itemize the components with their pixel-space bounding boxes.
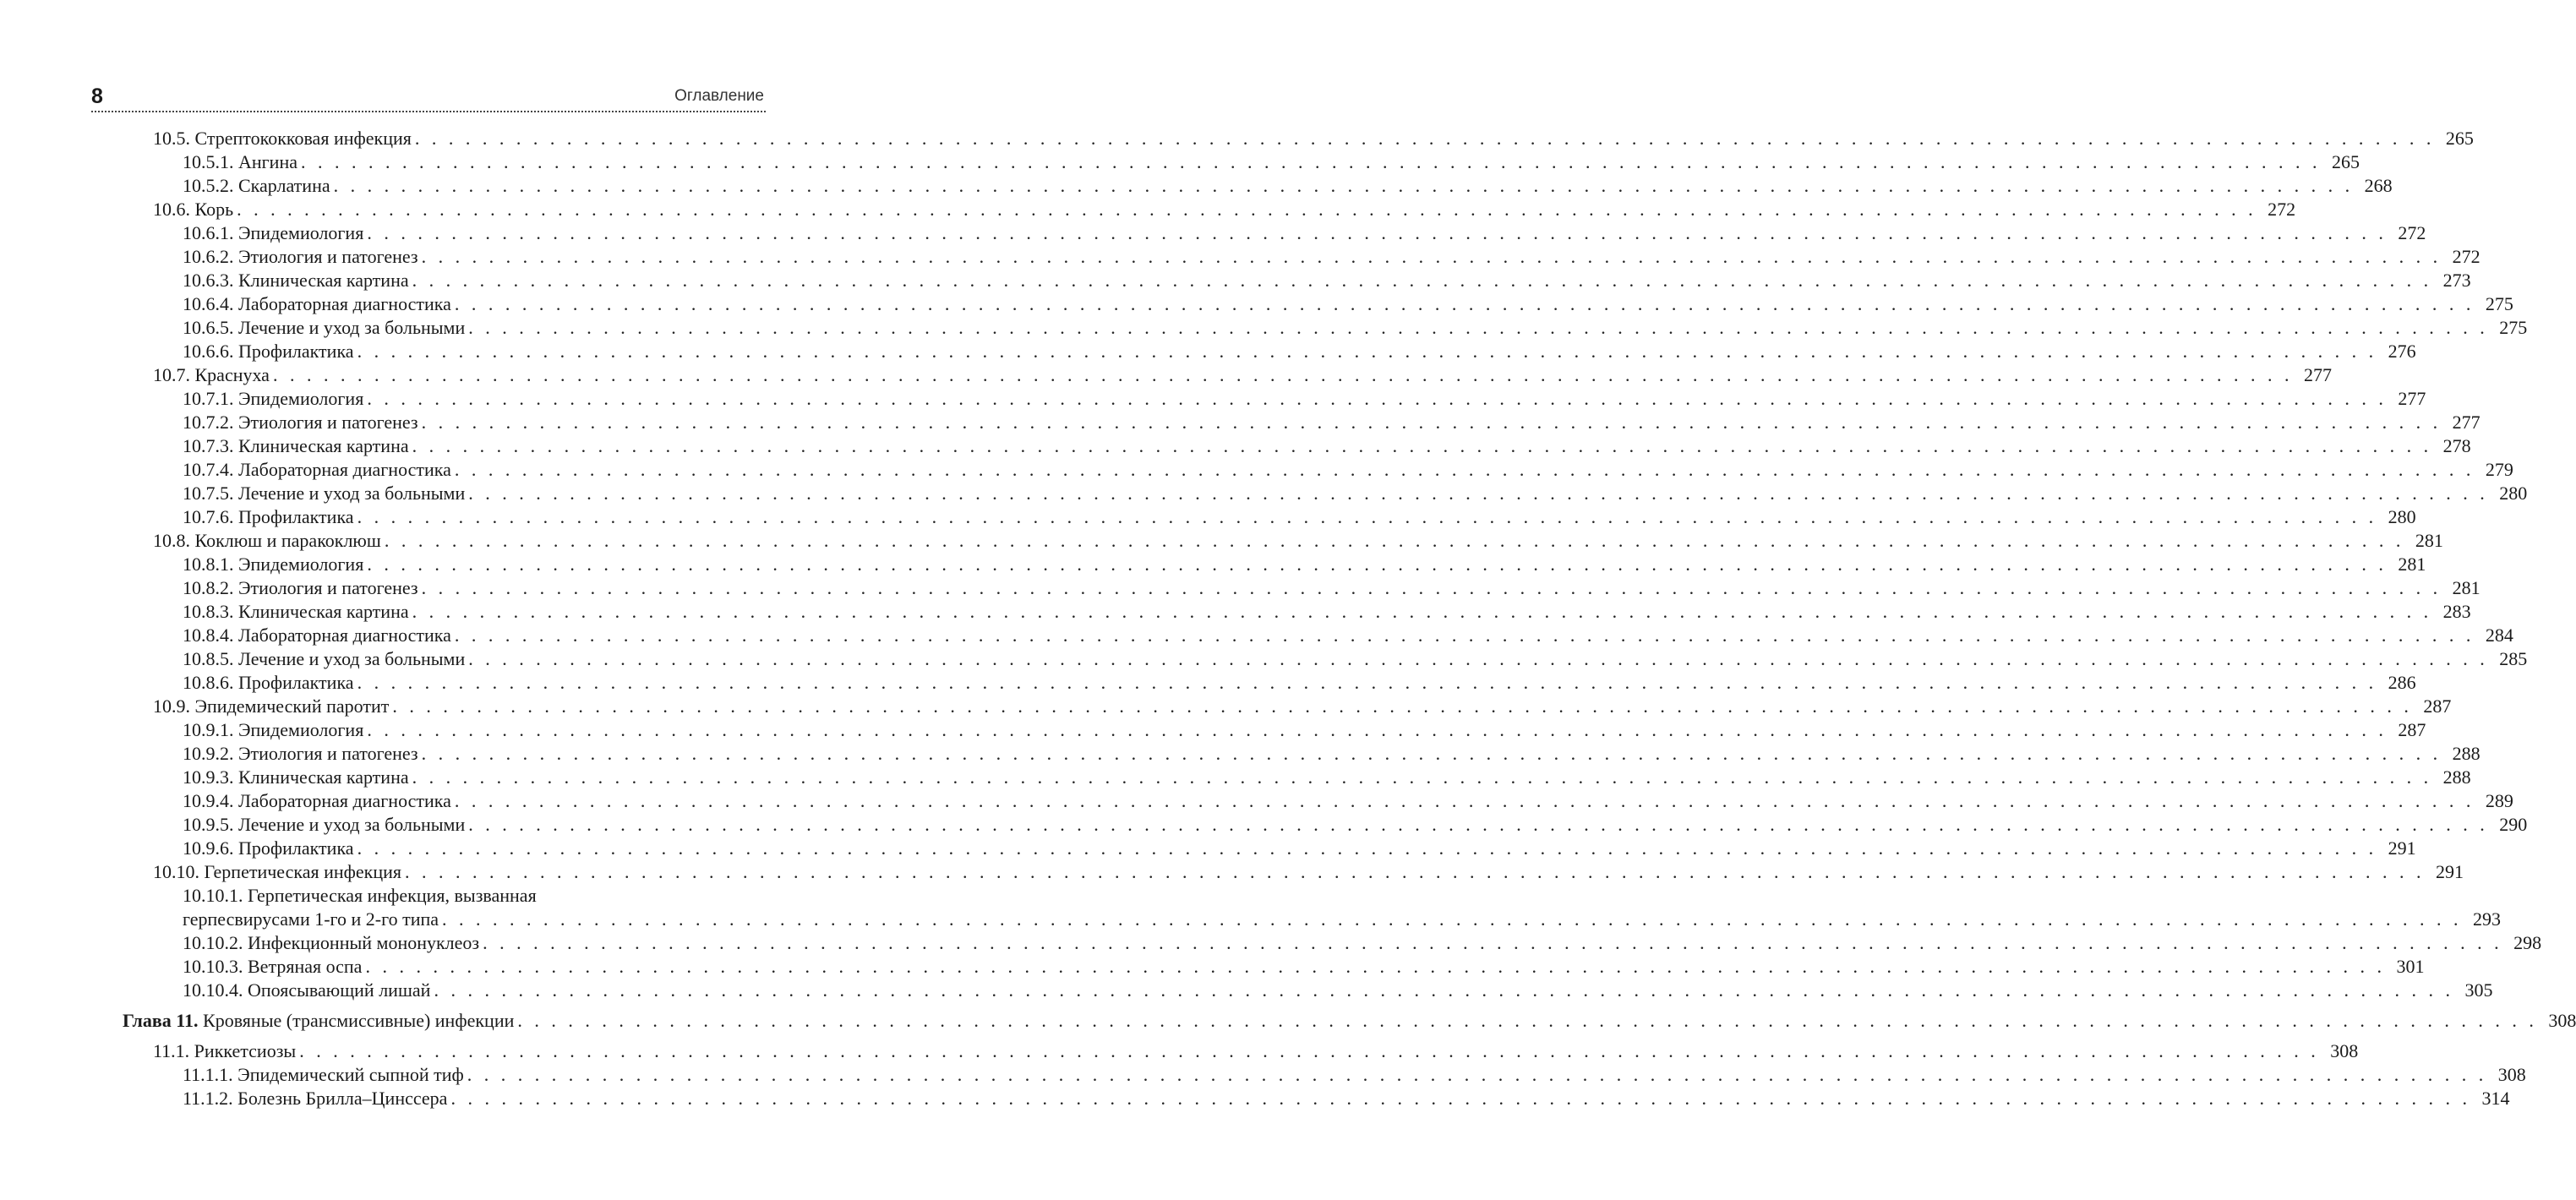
toc-entry: [183, 1087, 2510, 1110]
toc-entry-title: 10.9.1. Эпидемиология: [183, 719, 364, 740]
toc-entry: [153, 1039, 2359, 1063]
toc-entry: [183, 316, 2528, 340]
dot-leader: . . . . . . . . . . . . . . . . . . . . . . . . . . . . . . . . . . . . . . . . . . . . . . . . . . . . . . . . . . . . . . . . . . . . . . . . . . . . . . . . . . . . . . . . . . . . . . . . . . . . . . . . . . . . . . . . . . . . . . . .: [237, 199, 2257, 220]
toc-entry: [183, 813, 2528, 837]
toc-chapter-row[interactable]: [0, 1009, 2576, 1033]
dot-leader: . . . . . . . . . . . . . . . . . . . . . . . . . . . . . . . . . . . . . . . . . . . . . . . . . . . . . . . . . . . . . . . . . . . . . . . . . . . . . . . . . . . . . . . . . . . . . . . . . . . . . . . . . . . . . . . . . . . . . . . .: [412, 601, 2432, 622]
toc-entry-title: 10.7.2. Этиология и патогенез: [183, 412, 418, 433]
toc-entry: [183, 979, 2493, 1002]
toc-page-number: 281: [2415, 530, 2443, 551]
page-number: 8: [91, 85, 103, 108]
toc-entry-title: 10.6.3. Клиническая картина: [183, 270, 409, 291]
dot-leader: . . . . . . . . . . . . . . . . . . . . . . . . . . . . . . . . . . . . . . . . . . . . . . . . . . . . . . . . . . . . . . . . . . . . . . . . . . . . . . . . . . . . . . . . . . . . . . . . . . . . . . . . . . . . . . . . . . . . . . . .: [414, 128, 2435, 149]
toc-entry-title: 10.9. Эпидемический паротит: [153, 695, 390, 717]
toc-entry-title: 10.5.2. Скарлатина: [183, 175, 330, 196]
toc-entry-title: 10.8.6. Профилактика: [183, 672, 354, 693]
toc-page-number: 286: [2388, 672, 2416, 693]
toc-row[interactable]: [0, 860, 2464, 884]
toc-page-number: 265: [2332, 151, 2360, 172]
dot-leader: . . . . . . . . . . . . . . . . . . . . . . . . . . . . . . . . . . . . . . . . . . . . . . . . . . . . . . . . . . . . . . . . . . . . . . . . . . . . . . . . . . . . . . . . . . . . . . . . . . . . . . . . . . . . . . . . . . . . . . . .: [467, 1064, 2487, 1085]
toc-entry-title: 11.1. Риккетсиозы: [153, 1040, 297, 1061]
toc-page-number: 298: [2513, 932, 2542, 953]
dot-leader: . . . . . . . . . . . . . . . . . . . . . . . . . . . . . . . . . . . . . . . . . . . . . . . . . . . . . . . . . . . . . . . . . . . . . . . . . . . . . . . . . . . . . . . . . . . . . . . . . . . . . . . . . . . . . . . . . . . . . . . .: [454, 293, 2475, 314]
dot-leader: . . . . . . . . . . . . . . . . . . . . . . . . . . . . . . . . . . . . . . . . . . . . . . . . . . . . . . . . . . . . . . . . . . . . . . . . . . . . . . . . . . . . . . . . . . . . . . . . . . . . . . . . . . . . . . . . . . . . . . . .: [367, 554, 2388, 575]
toc-row[interactable]: [0, 529, 2443, 553]
dot-leader: . . . . . . . . . . . . . . . . . . . . . . . . . . . . . . . . . . . . . . . . . . . . . . . . . . . . . . . . . . . . . . . . . . . . . . . . . . . . . . . . . . . . . . . . . . . . . . . . . . . . . . . . . . . . . . . . . . . . . . . .: [483, 932, 2503, 953]
table-of-contents: [0, 127, 2576, 1110]
dot-leader: . . . . . . . . . . . . . . . . . . . . . . . . . . . . . . . . . . . . . . . . . . . . . . . . . . . . . . . . . . . . . . . . . . . . . . . . . . . . . . . . . . . . . . . . . . . . . . . . . . . . . . . . . . . . . . . . . . . . . . . .: [468, 648, 2489, 669]
toc-row[interactable]: [0, 174, 2393, 198]
toc-row[interactable]: [0, 647, 2528, 671]
toc-entry-title: 10.10.4. Опоясывающий лишай: [183, 979, 431, 1001]
toc-page-number: 280: [2499, 483, 2528, 504]
dot-leader: . . . . . . . . . . . . . . . . . . . . . . . . . . . . . . . . . . . . . . . . . . . . . . . . . . . . . . . . . . . . . . . . . . . . . . . . . . . . . . . . . . . . . . . . . . . . . . . . . . . . . . . . . . . . . . . . . . . . . . . .: [468, 483, 2489, 504]
toc-entry: [183, 600, 2471, 624]
toc-row[interactable]: [0, 1087, 2510, 1110]
toc-entry: [183, 647, 2528, 671]
toc-entry-title: [123, 1009, 514, 1033]
toc-entry-title: 10.6.1. Эпидемиология: [183, 222, 364, 243]
dot-leader: . . . . . . . . . . . . . . . . . . . . . . . . . . . . . . . . . . . . . . . . . . . . . . . . . . . . . . . . . . . . . . . . . . . . . . . . . . . . . . . . . . . . . . . . . . . . . . . . . . . . . . . . . . . . . . . . . . . . . . . .: [365, 956, 2386, 977]
toc-entry: [183, 387, 2426, 411]
toc-entry-title: 10.10.2. Инфекционный мононуклеоз: [183, 932, 480, 953]
toc-page-number: 277: [2398, 388, 2426, 409]
toc-row[interactable]: [0, 742, 2480, 766]
toc-entry-title: 10.6. Корь: [153, 199, 234, 220]
toc-entry-title: 10.6.5. Лечение и уход за больными: [183, 317, 466, 338]
toc-entry: [123, 1009, 2576, 1033]
toc-entry: [153, 363, 2332, 387]
toc-row[interactable]: [0, 837, 2416, 860]
toc-page-number: 288: [2442, 766, 2471, 788]
dot-leader: . . . . . . . . . . . . . . . . . . . . . . . . . . . . . . . . . . . . . . . . . . . . . . . . . . . . . . . . . . . . . . . . . . . . . . . . . . . . . . . . . . . . . . . . . . . . . . . . . . . . . . . . . . . . . . . . . . . . . . . .: [454, 790, 2475, 811]
toc-entry: [183, 931, 2542, 955]
toc-entry-title: 10.10. Герпетическая инфекция: [153, 861, 402, 882]
toc-page-number: 308: [2548, 1010, 2576, 1031]
toc-row[interactable]: [0, 434, 2471, 458]
toc-row[interactable]: [0, 221, 2426, 245]
toc-entry: [183, 150, 2360, 174]
dot-leader: . . . . . . . . . . . . . . . . . . . . . . . . . . . . . . . . . . . . . . . . . . . . . . . . . . . . . . . . . . . . . . . . . . . . . . . . . . . . . . . . . . . . . . . . . . . . . . . . . . . . . . . . . . . . . . . . . . . . . . . .: [357, 341, 2377, 362]
toc-entry: [183, 245, 2480, 269]
toc-entry-title: 10.6.4. Лабораторная диагностика: [183, 293, 451, 314]
toc-entry: [183, 340, 2416, 363]
dot-leader: . . . . . . . . . . . . . . . . . . . . . . . . . . . . . . . . . . . . . . . . . . . . . . . . . . . . . . . . . . . . . . . . . . . . . . . . . . . . . . . . . . . . . . . . . . . . . . . . . . . . . . . . . . . . . . . . . . . . . . . .: [421, 743, 2442, 764]
toc-entry: [183, 837, 2416, 860]
toc-page-number: 278: [2442, 435, 2471, 456]
toc-page-number: 281: [2398, 554, 2426, 575]
dot-leader: . . . . . . . . . . . . . . . . . . . . . . . . . . . . . . . . . . . . . . . . . . . . . . . . . . . . . . . . . . . . . . . . . . . . . . . . . . . . . . . . . . . . . . . . . . . . . . . . . . . . . . . . . . . . . . . . . . . . . . . .: [454, 459, 2475, 480]
toc-entry-title: 10.7.1. Эпидемиология: [183, 388, 364, 409]
toc-entry-title: 10.9.4. Лабораторная диагностика: [183, 790, 451, 811]
toc-row[interactable]: [0, 505, 2416, 529]
toc-entry: [153, 695, 2452, 718]
toc-row[interactable]: [0, 955, 2425, 979]
toc-entry: [183, 505, 2416, 529]
dot-leader: . . . . . . . . . . . . . . . . . . . . . . . . . . . . . . . . . . . . . . . . . . . . . . . . . . . . . . . . . . . . . . . . . . . . . . . . . . . . . . . . . . . . . . . . . . . . . . . . . . . . . . . . . . . . . . . . . . . . . . . .: [412, 766, 2432, 788]
toc-row[interactable]: [0, 576, 2480, 600]
dot-leader: . . . . . . . . . . . . . . . . . . . . . . . . . . . . . . . . . . . . . . . . . . . . . . . . . . . . . . . . . . . . . . . . . . . . . . . . . . . . . . . . . . . . . . . . . . . . . . . . . . . . . . . . . . . . . . . . . . . . . . . .: [421, 246, 2442, 267]
toc-page-number: 285: [2499, 648, 2528, 669]
dot-leader: . . . . . . . . . . . . . . . . . . . . . . . . . . . . . . . . . . . . . . . . . . . . . . . . . . . . . . . . . . . . . . . . . . . . . . . . . . . . . . . . . . . . . . . . . . . . . . . . . . . . . . . . . . . . . . . . . . . . . . . .: [468, 814, 2489, 835]
toc-entry-title: герпесвирусами 1-го и 2-го типа: [183, 908, 439, 930]
running-title: Оглавление: [674, 87, 764, 105]
toc-entry-title: 10.7.6. Профилактика: [183, 506, 354, 527]
toc-row[interactable]: [0, 198, 2296, 221]
toc-entry-title: 10.6.6. Профилактика: [183, 341, 354, 362]
toc-entry-title: 10.10.3. Ветряная оспа: [183, 956, 363, 977]
toc-page-number: 283: [2442, 601, 2471, 622]
toc-entry: [183, 576, 2480, 600]
toc-row[interactable]: [0, 553, 2426, 576]
dot-leader: . . . . . . . . . . . . . . . . . . . . . . . . . . . . . . . . . . . . . . . . . . . . . . . . . . . . . . . . . . . . . . . . . . . . . . . . . . . . . . . . . . . . . . . . . . . . . . . . . . . . . . . . . . . . . . . . . . . . . . . .: [517, 1010, 2538, 1031]
toc-row[interactable]: [0, 316, 2528, 340]
toc-page-number: 291: [2436, 861, 2464, 882]
toc-row[interactable]: [0, 931, 2542, 955]
toc-row[interactable]: [0, 671, 2416, 695]
dot-leader: . . . . . . . . . . . . . . . . . . . . . . . . . . . . . . . . . . . . . . . . . . . . . . . . . . . . . . . . . . . . . . . . . . . . . . . . . . . . . . . . . . . . . . . . . . . . . . . . . . . . . . . . . . . . . . . . . . . . . . . .: [421, 412, 2442, 433]
toc-page-number: 284: [2485, 625, 2513, 646]
toc-entry: [183, 553, 2426, 576]
toc-entry-title: 10.6.2. Этиология и патогенез: [183, 246, 418, 267]
toc-entry: [153, 860, 2464, 884]
toc-entry-title: 10.8.4. Лабораторная диагностика: [183, 625, 451, 646]
toc-entry: [183, 269, 2471, 292]
toc-page-number: 265: [2445, 128, 2474, 149]
toc-entry-title: 11.1.1. Эпидемический сыпной тиф: [183, 1064, 464, 1085]
toc-entry: [183, 411, 2480, 434]
toc-entry-title: 10.8.3. Клиническая картина: [183, 601, 409, 622]
toc-entry: [183, 292, 2513, 316]
toc-page-number: 279: [2485, 459, 2513, 480]
toc-page-number: 301: [2396, 956, 2425, 977]
toc-row[interactable]: [0, 292, 2513, 316]
toc-entry: [153, 127, 2474, 150]
toc-row[interactable]: [0, 908, 2502, 931]
toc-entry: [183, 718, 2426, 742]
toc-entry: [183, 624, 2513, 647]
toc-page-number: 291: [2388, 837, 2416, 859]
toc-entry-title: 10.8. Коклюш и паракоклюш: [153, 530, 381, 551]
dot-leader: . . . . . . . . . . . . . . . . . . . . . . . . . . . . . . . . . . . . . . . . . . . . . . . . . . . . . . . . . . . . . . . . . . . . . . . . . . . . . . . . . . . . . . . . . . . . . . . . . . . . . . . . . . . . . . . . . . . . . . . .: [367, 719, 2388, 740]
toc-row[interactable]: [0, 766, 2471, 789]
toc-entry-title: 10.7.5. Лечение и уход за больными: [183, 483, 466, 504]
toc-entry-title: 10.10.1. Герпетическая инфекция, вызванная: [183, 885, 537, 906]
toc-page-number: 268: [2364, 175, 2393, 196]
toc-page-number: 288: [2452, 743, 2480, 764]
toc-page-number: 280: [2388, 506, 2416, 527]
toc-row[interactable]: [0, 340, 2416, 363]
toc-entry: [183, 482, 2528, 505]
toc-entry: [183, 789, 2513, 813]
toc-page-number: 275: [2485, 293, 2513, 314]
toc-entry: [183, 671, 2416, 695]
dot-leader: . . . . . . . . . . . . . . . . . . . . . . . . . . . . . . . . . . . . . . . . . . . . . . . . . . . . . . . . . . . . . . . . . . . . . . . . . . . . . . . . . . . . . . . . . . . . . . . . . . . . . . . . . . . . . . . . . . . . . . . .: [357, 672, 2377, 693]
dot-leader: . . . . . . . . . . . . . . . . . . . . . . . . . . . . . . . . . . . . . . . . . . . . . . . . . . . . . . . . . . . . . . . . . . . . . . . . . . . . . . . . . . . . . . . . . . . . . . . . . . . . . . . . . . . . . . . . . . . . . . . .: [272, 364, 2293, 385]
toc-entry: [183, 1063, 2526, 1087]
toc-page-number: 277: [2303, 364, 2332, 385]
toc-page-number: 308: [2330, 1040, 2359, 1061]
toc-entry-title: 10.7.4. Лабораторная диагностика: [183, 459, 451, 480]
toc-row[interactable]: [0, 979, 2493, 1002]
toc-page-number: 272: [2398, 222, 2426, 243]
dot-leader: . . . . . . . . . . . . . . . . . . . . . . . . . . . . . . . . . . . . . . . . . . . . . . . . . . . . . . . . . . . . . . . . . . . . . . . . . . . . . . . . . . . . . . . . . . . . . . . . . . . . . . . . . . . . . . . . . . . . . . . .: [442, 908, 2463, 930]
toc-entry: [153, 529, 2443, 553]
toc-row[interactable]: [0, 695, 2452, 718]
dot-leader: . . . . . . . . . . . . . . . . . . . . . . . . . . . . . . . . . . . . . . . . . . . . . . . . . . . . . . . . . . . . . . . . . . . . . . . . . . . . . . . . . . . . . . . . . . . . . . . . . . . . . . . . . . . . . . . . . . . . . . . .: [357, 837, 2377, 859]
dot-leader: . . . . . . . . . . . . . . . . . . . . . . . . . . . . . . . . . . . . . . . . . . . . . . . . . . . . . . . . . . . . . . . . . . . . . . . . . . . . . . . . . . . . . . . . . . . . . . . . . . . . . . . . . . . . . . . . . . . . . . . .: [301, 151, 2321, 172]
toc-row[interactable]: [0, 624, 2513, 647]
toc-entry-title: 10.5.1. Ангина: [183, 151, 297, 172]
toc-page-number: 290: [2499, 814, 2528, 835]
dot-leader: . . . . . . . . . . . . . . . . . . . . . . . . . . . . . . . . . . . . . . . . . . . . . . . . . . . . . . . . . . . . . . . . . . . . . . . . . . . . . . . . . . . . . . . . . . . . . . . . . . . . . . . . . . . . . . . . . . . . . . . .: [357, 506, 2377, 527]
page-header: [91, 83, 766, 112]
toc-row[interactable]: [0, 884, 845, 908]
toc-page-number: 305: [2464, 979, 2493, 1001]
toc-page-number: 275: [2499, 317, 2528, 338]
toc-entry-title: 10.9.6. Профилактика: [183, 837, 354, 859]
toc-row[interactable]: [0, 458, 2513, 482]
toc-entry: [183, 458, 2513, 482]
toc-entry-title: 10.9.5. Лечение и уход за больными: [183, 814, 466, 835]
dot-leader: . . . . . . . . . . . . . . . . . . . . . . . . . . . . . . . . . . . . . . . . . . . . . . . . . . . . . . . . . . . . . . . . . . . . . . . . . . . . . . . . . . . . . . . . . . . . . . . . . . . . . . . . . . . . . . . . . . . . . . . .: [450, 1088, 2471, 1109]
toc-row[interactable]: [0, 482, 2528, 505]
toc-entry-title: 10.9.2. Этиология и патогенез: [183, 743, 418, 764]
toc-page-number: 314: [2481, 1088, 2510, 1109]
header-dotted-rule: [91, 111, 766, 112]
toc-entry: [183, 174, 2393, 198]
toc-page-number: 287: [2423, 695, 2452, 717]
toc-entry-title: 10.8.5. Лечение и уход за больными: [183, 648, 466, 669]
dot-leader: . . . . . . . . . . . . . . . . . . . . . . . . . . . . . . . . . . . . . . . . . . . . . . . . . . . . . . . . . . . . . . . . . . . . . . . . . . . . . . . . . . . . . . . . . . . . . . . . . . . . . . . . . . . . . . . . . . . . . . . .: [405, 861, 2426, 882]
toc-page-number: 308: [2497, 1064, 2526, 1085]
toc-entry-title: 10.7. Краснуха: [153, 364, 270, 385]
toc-page-number: 287: [2398, 719, 2426, 740]
toc-entry-title: 11.1.2. Болезнь Брилла–Цинссера: [183, 1088, 448, 1109]
toc-entry: [183, 434, 2471, 458]
toc-row[interactable]: [0, 363, 2332, 387]
toc-entry-title: 10.5. Стрептококковая инфекция: [153, 128, 412, 149]
dot-leader: . . . . . . . . . . . . . . . . . . . . . . . . . . . . . . . . . . . . . . . . . . . . . . . . . . . . . . . . . . . . . . . . . . . . . . . . . . . . . . . . . . . . . . . . . . . . . . . . . . . . . . . . . . . . . . . . . . . . . . . .: [454, 625, 2475, 646]
toc-page-number: 273: [2442, 270, 2471, 291]
toc-row[interactable]: [0, 245, 2480, 269]
toc-page-number: 281: [2452, 577, 2480, 598]
toc-entry: [183, 908, 2502, 931]
toc-row[interactable]: [0, 718, 2426, 742]
toc-row[interactable]: [0, 813, 2528, 837]
toc-entry-title: 10.7.3. Клиническая картина: [183, 435, 409, 456]
dot-leader: . . . . . . . . . . . . . . . . . . . . . . . . . . . . . . . . . . . . . . . . . . . . . . . . . . . . . . . . . . . . . . . . . . . . . . . . . . . . . . . . . . . . . . . . . . . . . . . . . . . . . . . . . . . . . . . . . . . . . . . .: [412, 270, 2432, 291]
toc-row[interactable]: [0, 600, 2471, 624]
toc-entry: [183, 221, 2426, 245]
dot-leader: . . . . . . . . . . . . . . . . . . . . . . . . . . . . . . . . . . . . . . . . . . . . . . . . . . . . . . . . . . . . . . . . . . . . . . . . . . . . . . . . . . . . . . . . . . . . . . . . . . . . . . . . . . . . . . . . . . . . . . . .: [412, 435, 2432, 456]
toc-entry-title: 10.9.3. Клиническая картина: [183, 766, 409, 788]
dot-leader: . . . . . . . . . . . . . . . . . . . . . . . . . . . . . . . . . . . . . . . . . . . . . . . . . . . . . . . . . . . . . . . . . . . . . . . . . . . . . . . . . . . . . . . . . . . . . . . . . . . . . . . . . . . . . . . . . . . . . . . .: [367, 388, 2388, 409]
dot-leader: . . . . . . . . . . . . . . . . . . . . . . . . . . . . . . . . . . . . . . . . . . . . . . . . . . . . . . . . . . . . . . . . . . . . . . . . . . . . . . . . . . . . . . . . . . . . . . . . . . . . . . . . . . . . . . . . . . . . . . . .: [392, 695, 2413, 717]
toc-row[interactable]: [0, 411, 2480, 434]
toc-row[interactable]: [0, 789, 2513, 813]
toc-row[interactable]: [0, 1063, 2526, 1087]
toc-row[interactable]: [0, 1039, 2359, 1063]
dot-leader: . . . . . . . . . . . . . . . . . . . . . . . . . . . . . . . . . . . . . . . . . . . . . . . . . . . . . . . . . . . . . . . . . . . . . . . . . . . . . . . . . . . . . . . . . . . . . . . . . . . . . . . . . . . . . . . . . . . . . . . .: [468, 317, 2489, 338]
chapter-title: Кровяные (трансмиссивные) инфекции: [198, 1010, 515, 1031]
dot-leader: . . . . . . . . . . . . . . . . . . . . . . . . . . . . . . . . . . . . . . . . . . . . . . . . . . . . . . . . . . . . . . . . . . . . . . . . . . . . . . . . . . . . . . . . . . . . . . . . . . . . . . . . . . . . . . . . . . . . . . . .: [367, 222, 2388, 243]
chapter-label: Глава 11.: [123, 1010, 199, 1031]
toc-row[interactable]: [0, 387, 2426, 411]
dot-leader: . . . . . . . . . . . . . . . . . . . . . . . . . . . . . . . . . . . . . . . . . . . . . . . . . . . . . . . . . . . . . . . . . . . . . . . . . . . . . . . . . . . . . . . . . . . . . . . . . . . . . . . . . . . . . . . . . . . . . . . .: [421, 577, 2442, 598]
toc-entry: [153, 198, 2296, 221]
dot-leader: . . . . . . . . . . . . . . . . . . . . . . . . . . . . . . . . . . . . . . . . . . . . . . . . . . . . . . . . . . . . . . . . . . . . . . . . . . . . . . . . . . . . . . . . . . . . . . . . . . . . . . . . . . . . . . . . . . . . . . . .: [384, 530, 2404, 551]
toc-entry: [183, 884, 763, 908]
toc-page-number: 277: [2452, 412, 2480, 433]
toc-page-number: 276: [2388, 341, 2416, 362]
toc-row[interactable]: [0, 127, 2474, 150]
toc-row[interactable]: [0, 269, 2471, 292]
toc-page-number: 293: [2473, 908, 2502, 930]
dot-leader: . . . . . . . . . . . . . . . . . . . . . . . . . . . . . . . . . . . . . . . . . . . . . . . . . . . . . . . . . . . . . . . . . . . . . . . . . . . . . . . . . . . . . . . . . . . . . . . . . . . . . . . . . . . . . . . . . . . . . . . .: [299, 1040, 2320, 1061]
toc-entry: [183, 955, 2425, 979]
dot-leader: . . . . . . . . . . . . . . . . . . . . . . . . . . . . . . . . . . . . . . . . . . . . . . . . . . . . . . . . . . . . . . . . . . . . . . . . . . . . . . . . . . . . . . . . . . . . . . . . . . . . . . . . . . . . . . . . . . . . . . . .: [434, 979, 2454, 1001]
toc-entry: [183, 766, 2471, 789]
toc-page-number: 289: [2485, 790, 2513, 811]
toc-entry-title: 10.8.1. Эпидемиология: [183, 554, 364, 575]
toc-page-number: 272: [2268, 199, 2296, 220]
dot-leader: . . . . . . . . . . . . . . . . . . . . . . . . . . . . . . . . . . . . . . . . . . . . . . . . . . . . . . . . . . . . . . . . . . . . . . . . . . . . . . . . . . . . . . . . . . . . . . . . . . . . . . . . . . . . . . . . . . . . . . . .: [333, 175, 2354, 196]
toc-row[interactable]: [0, 150, 2360, 174]
toc-page-number: 272: [2452, 246, 2480, 267]
toc-entry-title: 10.8.2. Этиология и патогенез: [183, 577, 418, 598]
toc-entry: [183, 742, 2480, 766]
